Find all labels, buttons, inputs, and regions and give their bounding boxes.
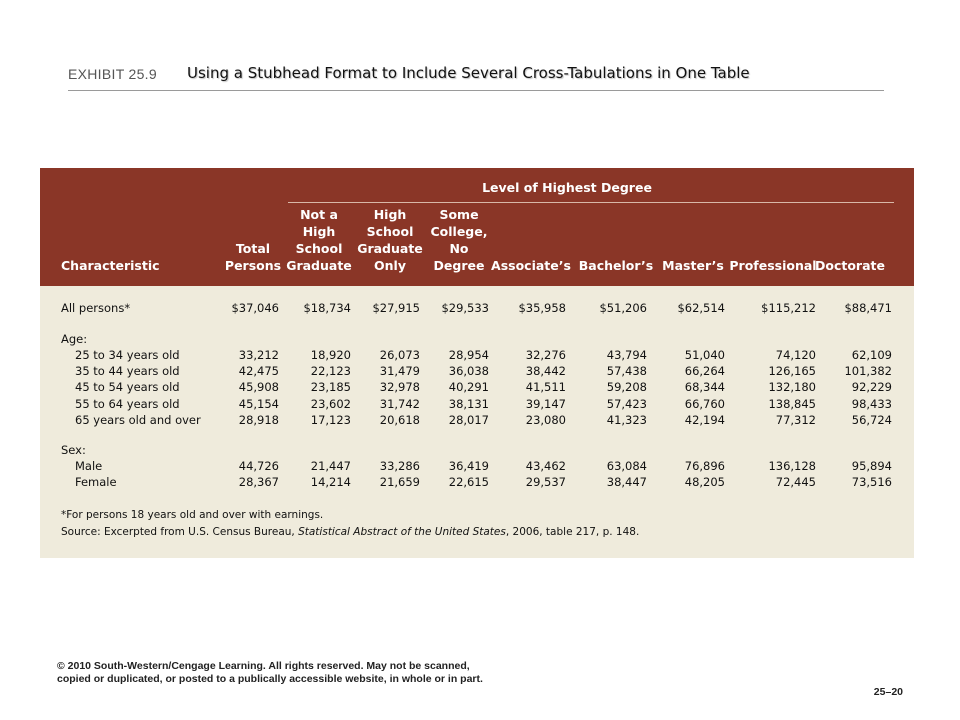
degree-header: Some [439,207,479,222]
row-label: 35 to 44 years old [75,364,180,379]
row-label: Male [75,459,103,473]
table-cell: 42,194 [684,412,725,427]
table-cell: 17,123 [310,412,351,427]
table-cell: 23,080 [525,412,566,427]
table-cell: 92,229 [851,380,892,395]
level-of-highest-degree-header: Level of Highest Degree [482,180,652,195]
table-cell: 56,724 [851,412,892,427]
section-label-sex: Sex: [61,443,86,457]
degree-header: Doctorate [815,258,885,273]
table-cell: 44,726 [238,459,279,473]
table-cell: 31,742 [379,396,420,411]
table-cell: 57,438 [606,364,647,379]
degree-header: Associate’s [491,258,571,273]
table-cell: 39,147 [525,396,566,411]
exhibit-label: EXHIBIT 25.9 [68,66,157,82]
row-label: 25 to 34 years old [75,348,180,362]
table-cell: $115,212 [761,301,816,315]
table-cell: 33,286 [379,459,420,473]
table-cell: 66,760 [684,396,725,411]
table-cell: $37,046 [231,301,279,315]
table-cell: 57,423 [606,396,647,411]
table-cell: 45,154 [238,396,279,411]
degree-header: Graduate [286,258,352,273]
table-cell: 59,208 [606,380,647,395]
table-cell: 23,185 [310,380,351,395]
table-cell: 48,205 [684,475,725,490]
degree-header: No [449,241,469,256]
row-label: All persons* [61,301,131,315]
table-cell: $29,533 [441,301,489,315]
table-cell: 22,123 [310,364,351,379]
table-cell: 38,442 [525,364,566,379]
copyright-notice: © 2010 South-Western/Cengage Learning. All rights reserved. May not be scanned, copied or duplicated, or posted to a publically accessible website, in whole or in part. [57,660,483,685]
page-number: 25–20 [873,686,903,698]
table-cell: 38,447 [606,475,647,490]
table-cell: 41,511 [525,380,566,395]
table-cell: 72,445 [775,475,816,490]
source-title: Statistical Abstract of the United States [298,526,506,538]
table-cell: 32,978 [379,380,420,395]
degree-header: Only [374,258,406,273]
table-cell: 28,954 [448,348,489,362]
table-cell: 26,073 [379,348,420,362]
table-cell: $35,958 [518,301,566,315]
degree-header: Master’s [662,258,724,273]
degree-header: Not a [300,207,338,222]
table-cell: $51,206 [599,301,647,315]
table-cell: 138,845 [768,396,816,411]
table-cell: 132,180 [768,380,816,395]
table-cell: $27,915 [372,301,420,315]
footnote: *For persons 18 years old and over with earnings. [61,509,324,521]
table-cell: 73,516 [851,475,892,490]
table-cell: 20,618 [379,412,420,427]
table-cell: 136,128 [768,459,816,473]
degree-header: High [302,224,336,239]
source-suffix: , 2006, table 217, p. 148. [505,526,640,538]
table-cell: 28,017 [448,412,489,427]
cross-tabulation-table [40,168,914,558]
table-cell: 23,602 [310,396,351,411]
table-cell: 66,264 [684,364,725,379]
header-divider-line [288,202,894,203]
table-cell: 31,479 [379,364,420,379]
table-cell: 68,344 [684,380,725,395]
table-cell: 43,794 [606,348,647,362]
row-label: 45 to 54 years old [75,380,180,395]
table-cell: 63,084 [606,459,647,473]
table-cell: 18,920 [310,348,351,362]
table-cell: 36,419 [448,459,489,473]
table-cell: 42,475 [238,364,279,379]
table-cell: 126,165 [768,364,816,379]
table-cell: 98,433 [851,396,892,411]
table-cell: 101,382 [844,364,892,379]
table-cell: 36,038 [448,364,489,379]
table-cell: 43,462 [525,459,566,473]
table-cell: 95,894 [851,459,892,473]
table-cell: 77,312 [775,412,816,427]
table-cell: 74,120 [775,348,816,362]
table-cell: $88,471 [844,301,892,315]
degree-header: Graduate [357,241,423,256]
degree-header: School [295,241,343,256]
table-cell: 45,908 [238,380,279,395]
table-cell: 28,918 [238,412,279,427]
table-cell: 14,214 [310,475,351,490]
section-label-age: Age: [61,332,88,346]
total-persons-header: Persons [224,258,282,273]
table-cell: 33,212 [238,348,279,362]
table-cell: 40,291 [448,380,489,395]
degree-header: Bachelor’s [578,258,654,273]
table-cell: 21,659 [379,475,420,490]
table-cell: 62,109 [851,348,892,362]
table-cell: 28,367 [238,475,279,490]
row-label: 65 years old and over [75,412,201,427]
table-cell: $62,514 [677,301,725,315]
source-note [61,526,639,538]
table-cell: 32,276 [525,348,566,362]
table-cell: 29,537 [525,475,566,490]
characteristic-header: Characteristic [61,258,160,273]
table-cell: 76,896 [684,459,725,473]
exhibit-title-bar [68,64,884,91]
table-cell: 22,615 [448,475,489,490]
degree-header: Professional [729,258,817,273]
row-label: Female [75,475,117,490]
degree-header: College, [430,224,488,239]
table-cell: $18,734 [303,301,351,315]
degree-header: High [373,207,407,222]
source-prefix: Source: Excerpted from U.S. Census Bureau, [61,526,299,538]
exhibit-title: Using a Stubhead Format to Include Several Cross-Tabulations in One Table [187,64,750,82]
table-header [40,168,914,286]
table-cell: 21,447 [310,459,351,473]
total-persons-header: Total [235,241,271,256]
degree-header: School [366,224,414,239]
row-label: 55 to 64 years old [75,396,180,411]
degree-header: Degree [433,258,485,273]
table-cell: 38,131 [448,396,489,411]
table-cell: 51,040 [684,348,725,362]
table-cell: 41,323 [606,412,647,427]
